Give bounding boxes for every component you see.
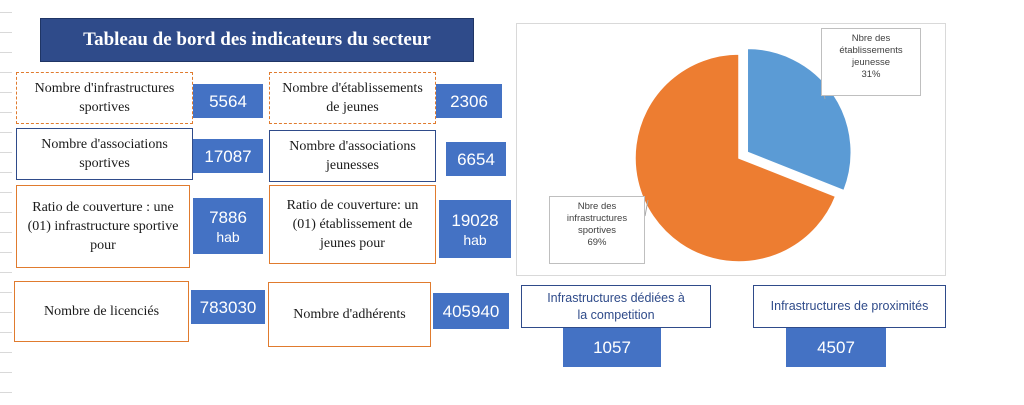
pie-label-percent: 31% <box>861 69 881 80</box>
associations-sportives-label: Nombre d'associations sportives <box>16 128 193 180</box>
licencies-label: Nombre de licenciés <box>14 281 189 342</box>
infra-label-text: Infrastructures dédiées à la competition <box>547 290 685 322</box>
ratio-infrastructure-value <box>193 198 263 254</box>
value-text: 19028 <box>451 210 499 230</box>
value-text: 783030 <box>199 297 257 317</box>
infrastructures-proximite-value <box>786 328 886 367</box>
value-text: 7886 <box>209 207 247 227</box>
associations-jeunesses-value <box>446 142 506 176</box>
pie-label-line: établissements <box>839 45 903 56</box>
pie-label-line: Nbre des <box>851 33 891 44</box>
adherents-label: Nombre d'adhérents <box>268 282 431 347</box>
licencies-value <box>191 290 265 324</box>
pie-label-line: Nbre des <box>577 201 617 212</box>
value-text: 5564 <box>209 91 247 111</box>
pie-label-infrastructures <box>549 196 645 264</box>
pie-label-percent: 69% <box>587 237 607 248</box>
etablissements-jeunes-value <box>436 84 502 118</box>
dashboard-title: Tableau de bord des indicateurs du secteur <box>40 18 474 62</box>
value-text: 17087 <box>204 146 252 166</box>
pie-label-line: jeunesse <box>851 57 891 68</box>
value-text: 4507 <box>817 338 855 357</box>
pie-label-line: infrastructures <box>566 213 628 224</box>
infrastructures-proximite-label: Infrastructures de proximités <box>753 285 946 328</box>
infrastructures-competition-label <box>521 285 711 328</box>
value-text: 405940 <box>442 301 500 321</box>
associations-sportives-value <box>193 139 263 173</box>
associations-jeunesses-label: Nombre d'associations jeunesses <box>269 130 436 182</box>
pie-chart <box>516 23 946 276</box>
etablissements-jeunes-label: Nombre d'établissements de jeunes <box>269 72 436 124</box>
pie-label-etablissements <box>821 28 921 96</box>
value-text: 2306 <box>450 91 488 111</box>
infrastructures-competition-value <box>563 328 661 367</box>
unit-text: hab <box>463 231 487 248</box>
ratio-etablissement-value <box>439 200 511 258</box>
infrastructures-sportives-value <box>193 84 263 118</box>
unit-text: hab <box>216 228 240 245</box>
adherents-value <box>433 293 509 329</box>
infrastructures-sportives-label: Nombre d'infrastructures sportives <box>16 72 193 124</box>
value-text: 6654 <box>457 149 495 169</box>
value-text: 1057 <box>593 338 631 357</box>
ratio-infrastructure-label: Ratio de couverture : une (01) infrastructure sportive pour <box>16 185 190 268</box>
pie-label-line: sportives <box>577 225 616 236</box>
ratio-etablissement-label: Ratio de couverture: un (01) établissement de jeunes pour <box>269 185 436 264</box>
sheet-gridlines <box>0 0 12 405</box>
